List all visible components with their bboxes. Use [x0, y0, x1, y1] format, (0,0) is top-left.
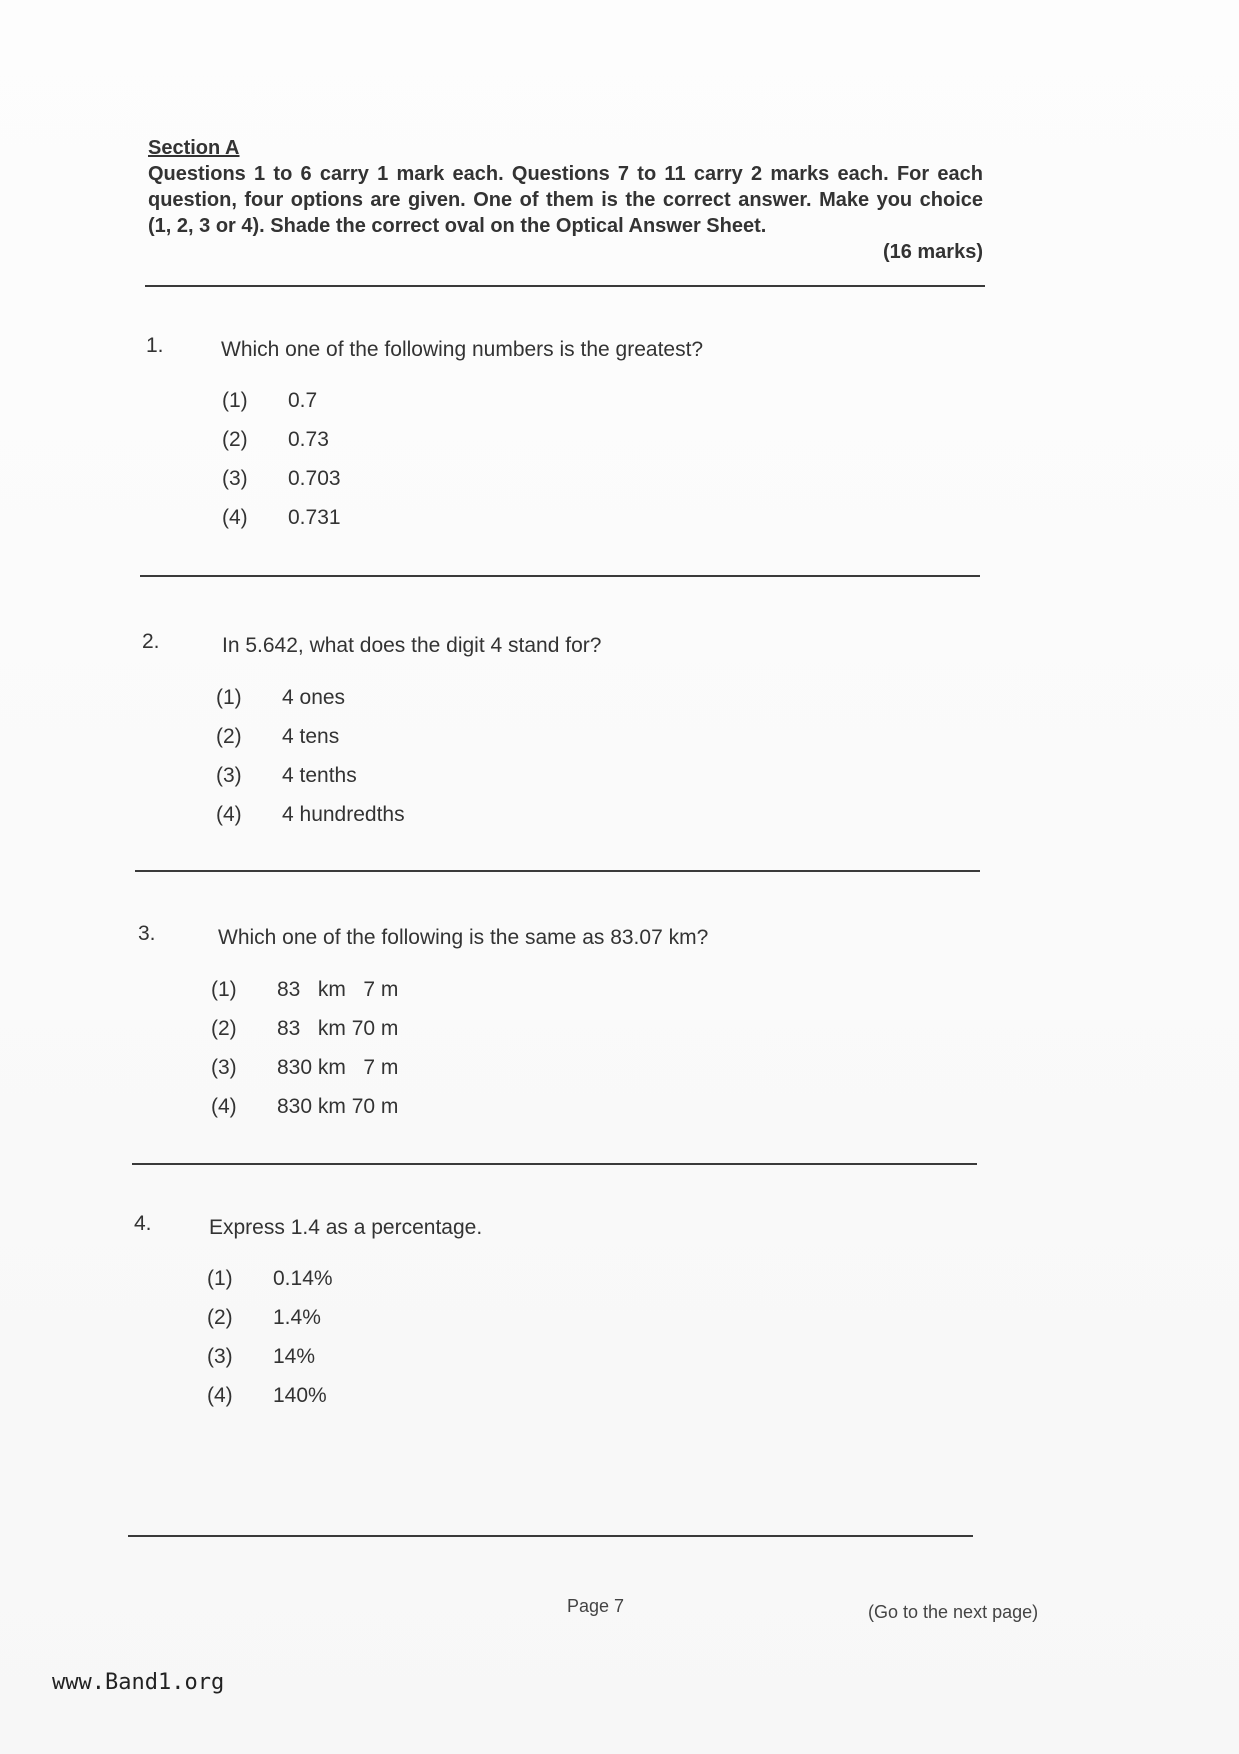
option-number: (2) — [216, 725, 242, 748]
answer-option — [216, 803, 405, 827]
option-value: 830 km 7 m — [277, 1056, 399, 1079]
website-watermark: www.Band1.org — [52, 1670, 225, 1695]
option-value: 0.14% — [273, 1267, 333, 1290]
next-page-note: (Go to the next page) — [868, 1602, 1039, 1622]
question-text: Which one of the following numbers is the greatest? — [221, 338, 704, 361]
answer-option — [207, 1384, 327, 1408]
option-number: (1) — [211, 978, 237, 1001]
option-value: 4 ones — [282, 686, 346, 709]
answer-option — [211, 1095, 398, 1119]
option-value: 1.4% — [273, 1306, 321, 1329]
option-value: 4 tens — [282, 725, 340, 748]
section-marks: (16 marks) — [882, 241, 983, 263]
answer-option — [222, 428, 329, 452]
option-number: (2) — [211, 1017, 237, 1040]
divider — [135, 870, 980, 872]
option-number: (3) — [211, 1056, 237, 1079]
answer-option — [207, 1306, 321, 1330]
question-number: 2. — [142, 630, 160, 653]
option-number: (1) — [222, 389, 248, 412]
answer-option — [216, 764, 357, 788]
question-text: In 5.642, what does the digit 4 stand for? — [222, 634, 602, 657]
option-number: (3) — [222, 467, 248, 490]
option-value: 0.73 — [288, 428, 329, 451]
option-value: 4 hundredths — [282, 803, 405, 826]
option-number: (1) — [207, 1267, 233, 1290]
question-number: 4. — [134, 1212, 152, 1235]
answer-option — [207, 1345, 315, 1369]
divider — [132, 1163, 977, 1165]
section-instructions: Questions 1 to 6 carry 1 mark each. Questions 7 to 11 carry 2 marks each. For each question, four options are given. One of them is the correct answer. Make you choice (1, 2, 3 or 4). Shade the correct oval on the Optical Answer Sheet. — [148, 163, 983, 237]
option-value: 830 km 70 m — [277, 1095, 399, 1118]
option-value: 14% — [273, 1345, 316, 1368]
answer-option — [211, 978, 398, 1002]
answer-option — [222, 467, 341, 491]
option-number: (4) — [216, 803, 242, 826]
divider — [145, 285, 985, 287]
option-value: 0.7 — [288, 389, 318, 412]
answer-option — [207, 1267, 333, 1291]
option-number: (3) — [216, 764, 242, 787]
option-number: (4) — [222, 506, 248, 529]
section-title: Section A — [148, 137, 240, 159]
answer-option — [216, 686, 345, 710]
option-value: 0.703 — [288, 467, 341, 490]
option-value: 4 tenths — [282, 764, 357, 787]
option-number: (1) — [216, 686, 242, 709]
question-text: Which one of the following is the same as 83.07 km? — [218, 926, 709, 949]
page-number: Page 7 — [567, 1596, 625, 1616]
answer-option — [211, 1017, 398, 1041]
divider — [140, 575, 980, 577]
question-number: 3. — [138, 922, 156, 945]
option-value: 140% — [273, 1384, 327, 1407]
option-number: (4) — [211, 1095, 237, 1118]
answer-option — [222, 389, 317, 413]
option-number: (4) — [207, 1384, 233, 1407]
option-value: 83 km 7 m — [277, 978, 399, 1001]
divider — [128, 1535, 973, 1537]
answer-option — [216, 725, 339, 749]
section-header — [148, 135, 983, 265]
question-text: Express 1.4 as a percentage. — [209, 1216, 483, 1239]
answer-option — [222, 506, 341, 530]
option-number: (2) — [222, 428, 248, 451]
answer-option — [211, 1056, 398, 1080]
question-number: 1. — [146, 334, 164, 357]
option-value: 83 km 70 m — [277, 1017, 399, 1040]
option-number: (2) — [207, 1306, 233, 1329]
option-value: 0.731 — [288, 506, 341, 529]
option-number: (3) — [207, 1345, 233, 1368]
